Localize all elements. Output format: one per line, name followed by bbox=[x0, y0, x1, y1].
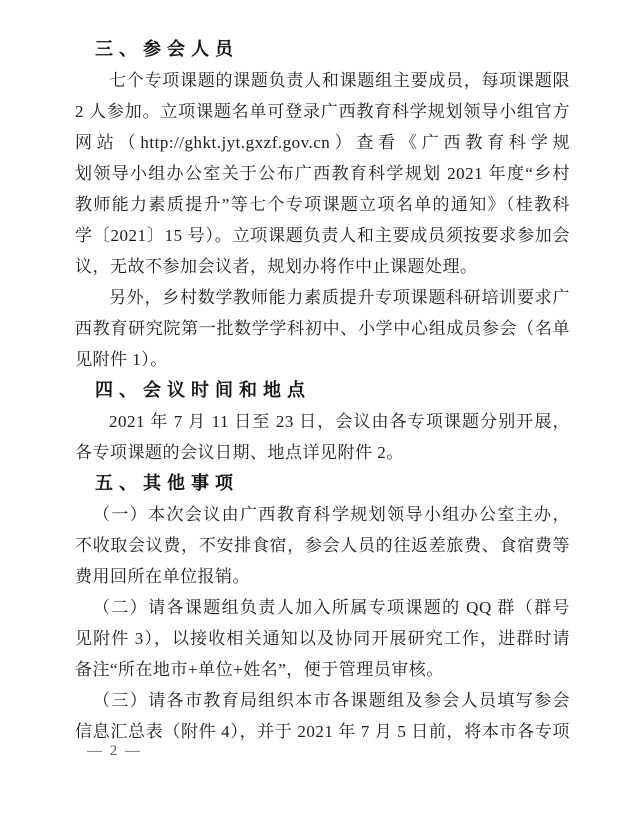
paragraph bbox=[75, 592, 570, 685]
paragraph bbox=[75, 282, 570, 375]
section-5-heading: 五、其他事项 bbox=[95, 473, 239, 493]
section-3-heading: 三、参会人员 bbox=[95, 39, 239, 59]
text-line: 见附件 3），以接收相关通知以及协同开展研究工作，进群时请 bbox=[75, 629, 570, 648]
text-line: （三）请各市教育局组织本市各课题组及参会人员填写参会 bbox=[93, 691, 570, 710]
text-line: （二）请各课题组负责人加入所属专项课题的 QQ 群（群号 bbox=[93, 598, 570, 617]
text-line: 议，无故不参加会议者，规划办将作中止课题处理。 bbox=[75, 257, 478, 276]
paragraph bbox=[75, 406, 570, 468]
text-line: （一）本次会议由广西教育科学规划领导小组办公室主办， bbox=[93, 505, 570, 524]
text-line: 费用回所在单位报销。 bbox=[75, 567, 250, 586]
text-line: 西教育研究院第一批数学学科初中、小学中心组成员参会（名单 bbox=[75, 319, 570, 338]
text-line: 七个专项课题的课题负责人和课题组主要成员，每项课题限 bbox=[109, 71, 570, 90]
text-line: 网站（http://ghkt.jyt.gxzf.gov.cn）查看《广西教育科学规 bbox=[75, 133, 570, 152]
section-4-heading: 四、会议时间和地点 bbox=[95, 380, 311, 400]
paragraph bbox=[75, 499, 570, 592]
text-line: 另外，乡村数学教师能力素质提升专项课题科研培训要求广 bbox=[109, 288, 570, 307]
text-line: 见附件 1）。 bbox=[75, 350, 168, 369]
text-line: 2 人参加。立项课题名单可登录广西教育科学规划领导小组官方 bbox=[75, 102, 570, 121]
paragraph bbox=[75, 685, 570, 747]
text-line: 各专项课题的会议日期、地点详见附件 2。 bbox=[75, 443, 404, 462]
text-line: 备注“所在地市+单位+姓名”，便于管理员审核。 bbox=[75, 660, 444, 679]
text-line: 2021 年 7 月 11 日至 23 日，会议由各专项课题分别开展， bbox=[109, 412, 570, 431]
paragraph bbox=[75, 65, 570, 282]
text-line: 信息汇总表（附件 4），并于 2021 年 7 月 5 日前，将本市各专项 bbox=[75, 722, 570, 741]
text-line: 划领导小组办公室关于公布广西教育科学规划 2021 年度“乡村 bbox=[75, 164, 570, 183]
document-body bbox=[75, 34, 570, 747]
text-line: 学〔2021〕15 号）。立项课题负责人和主要成员须按要求参加会 bbox=[75, 226, 570, 245]
text-line: 不收取会议费，不安排食宿，参会人员的往返差旅费、食宿费等 bbox=[75, 536, 570, 555]
page-number: — 2 — bbox=[87, 743, 142, 759]
text-line: 教师能力素质提升”等七个专项课题立项名单的通知》（桂教科 bbox=[75, 195, 570, 214]
